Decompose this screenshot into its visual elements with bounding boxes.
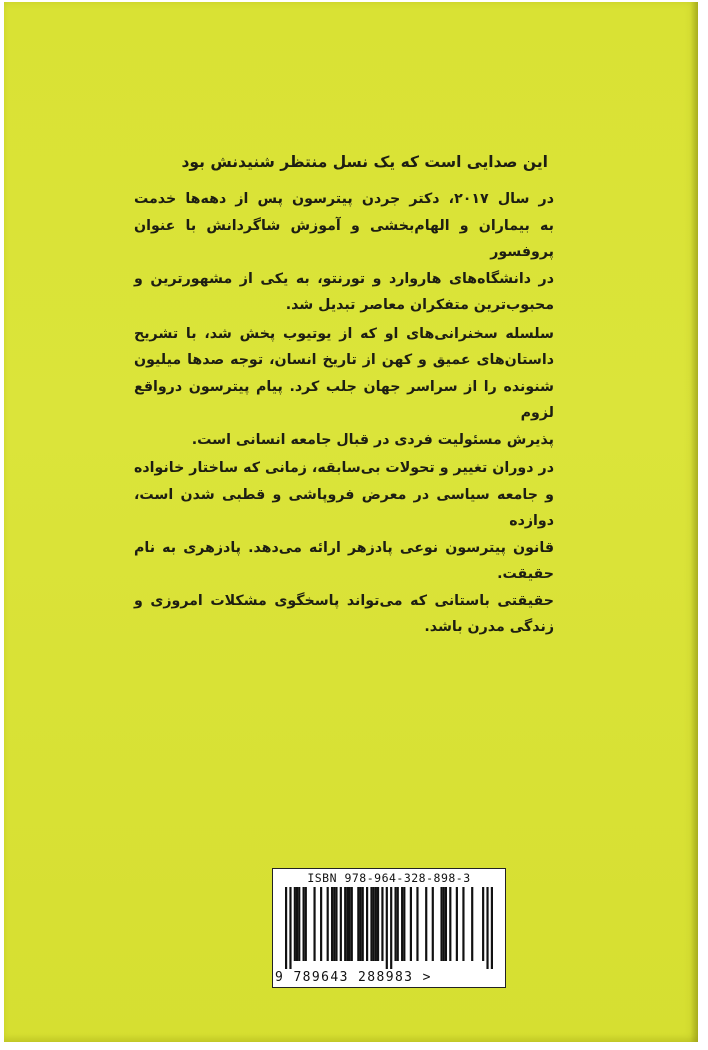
barcode-bar: [445, 887, 447, 961]
blurb-line: داستان‌های عمیق و کهن از تاریخ انسان، توجه صدها میلیون: [134, 352, 554, 368]
blurb-line: شنونده را از سراسر جهان جلب کرد. پیام پیترسون درواقع لزوم: [134, 378, 554, 421]
blurb-paragraph-3: [134, 455, 554, 641]
barcode-bar: [340, 887, 342, 961]
barcode-bar: [373, 887, 375, 961]
barcode-bar: [471, 887, 473, 961]
barcode-bar: [303, 887, 305, 961]
blurb-line: به بیماران و الهام‌بخشی و آموزش شاگردانش با عنوان پروفسور: [134, 217, 554, 260]
barcode-bar: [366, 887, 368, 961]
barcode-bar: [425, 887, 427, 961]
barcode-bar: [381, 887, 383, 961]
barcode-bar: [370, 887, 372, 961]
barcode-bar: [482, 887, 484, 961]
barcode-bar: [344, 887, 346, 961]
barcode-bar: [386, 887, 388, 969]
barcode-bar: [362, 887, 364, 961]
barcode-bar: [294, 887, 296, 961]
barcode-bar: [456, 887, 458, 961]
barcode-bar: [375, 887, 377, 961]
blurb-line: و جامعه سیاسی در معرض فروپاشی و قطبی شدن است، دوازده: [134, 486, 554, 529]
barcode-bar: [403, 887, 405, 961]
blurb-line: قانون پیترسون نوعی پادزهر ارائه می‌دهد. پادزهری به نام حقیقت.: [134, 539, 554, 582]
barcode-bar: [289, 887, 291, 969]
barcode-bar: [335, 887, 337, 961]
barcode-bar: [390, 887, 392, 969]
blurb-line: محبوب‌ترین متفکران معاصر تبدیل شد.: [285, 297, 554, 313]
blurb-line: در دانشگاه‌های هاروارد و تورنتو، به یکی از مشهورترین و: [134, 270, 554, 287]
barcode-bar: [401, 887, 403, 961]
barcode-bars: [285, 887, 493, 969]
barcode-bar: [348, 887, 350, 961]
blurb-text-block: [134, 150, 554, 643]
barcode-bar: [486, 887, 488, 969]
blurb-line: حقیقتی باستانی که می‌تواند پاسخگوی مشکلات امروزی و: [134, 592, 554, 609]
blurb-line: پذیرش مسئولیت فردی در قبال جامعه انسانی است.: [191, 431, 554, 448]
barcode-bar: [410, 887, 412, 961]
barcode-bar: [298, 887, 300, 961]
barcode-bar: [397, 887, 399, 961]
barcode-bar: [443, 887, 445, 961]
barcode-bar: [449, 887, 451, 961]
barcode-bar: [440, 887, 442, 961]
blurb-line: زندگی مدرن باشد.: [424, 619, 554, 635]
barcode-bar: [327, 887, 329, 961]
book-back-cover: [4, 2, 698, 1042]
blurb-line: در دوران تغییر و تحولات بی‌سابقه، زمانی که ساختار خانواده: [134, 460, 554, 476]
barcode-bar: [357, 887, 359, 961]
blurb-headline: این صدایی است که یک نسل منتظر شنیدنش بود: [181, 153, 548, 171]
blurb-line: در سال ۲۰۱۷، دکتر جردن پیترسون پس از دهه‌ها خدمت: [134, 191, 554, 207]
barcode-bar: [285, 887, 287, 969]
barcode-bar: [320, 887, 322, 961]
blurb-paragraph-2: [134, 321, 554, 454]
isbn-barcode: [272, 868, 506, 988]
barcode-bar: [359, 887, 361, 961]
barcode-bar: [416, 887, 418, 961]
blurb-line: سلسله سخنرانی‌های او که از یوتیوب پخش شد، با تشریح: [134, 325, 554, 342]
barcode-bar: [432, 887, 434, 961]
barcode-bar: [346, 887, 348, 961]
barcode-bar: [305, 887, 307, 961]
barcode-bar: [377, 887, 379, 961]
barcode-bar: [351, 887, 353, 961]
barcode-digits: 9 789643 288983 >: [275, 970, 432, 985]
barcode-bar: [333, 887, 335, 961]
blurb-paragraph-1: [134, 186, 554, 319]
barcode-bar: [491, 887, 493, 969]
isbn-label: ISBN 978-964-328-898-3: [307, 871, 471, 885]
barcode-bar: [313, 887, 315, 961]
barcode-bar: [462, 887, 464, 961]
barcode-bar: [394, 887, 396, 961]
cover-edge-shadow: [690, 2, 698, 1042]
barcode-bar: [296, 887, 298, 961]
barcode-bar: [331, 887, 333, 961]
